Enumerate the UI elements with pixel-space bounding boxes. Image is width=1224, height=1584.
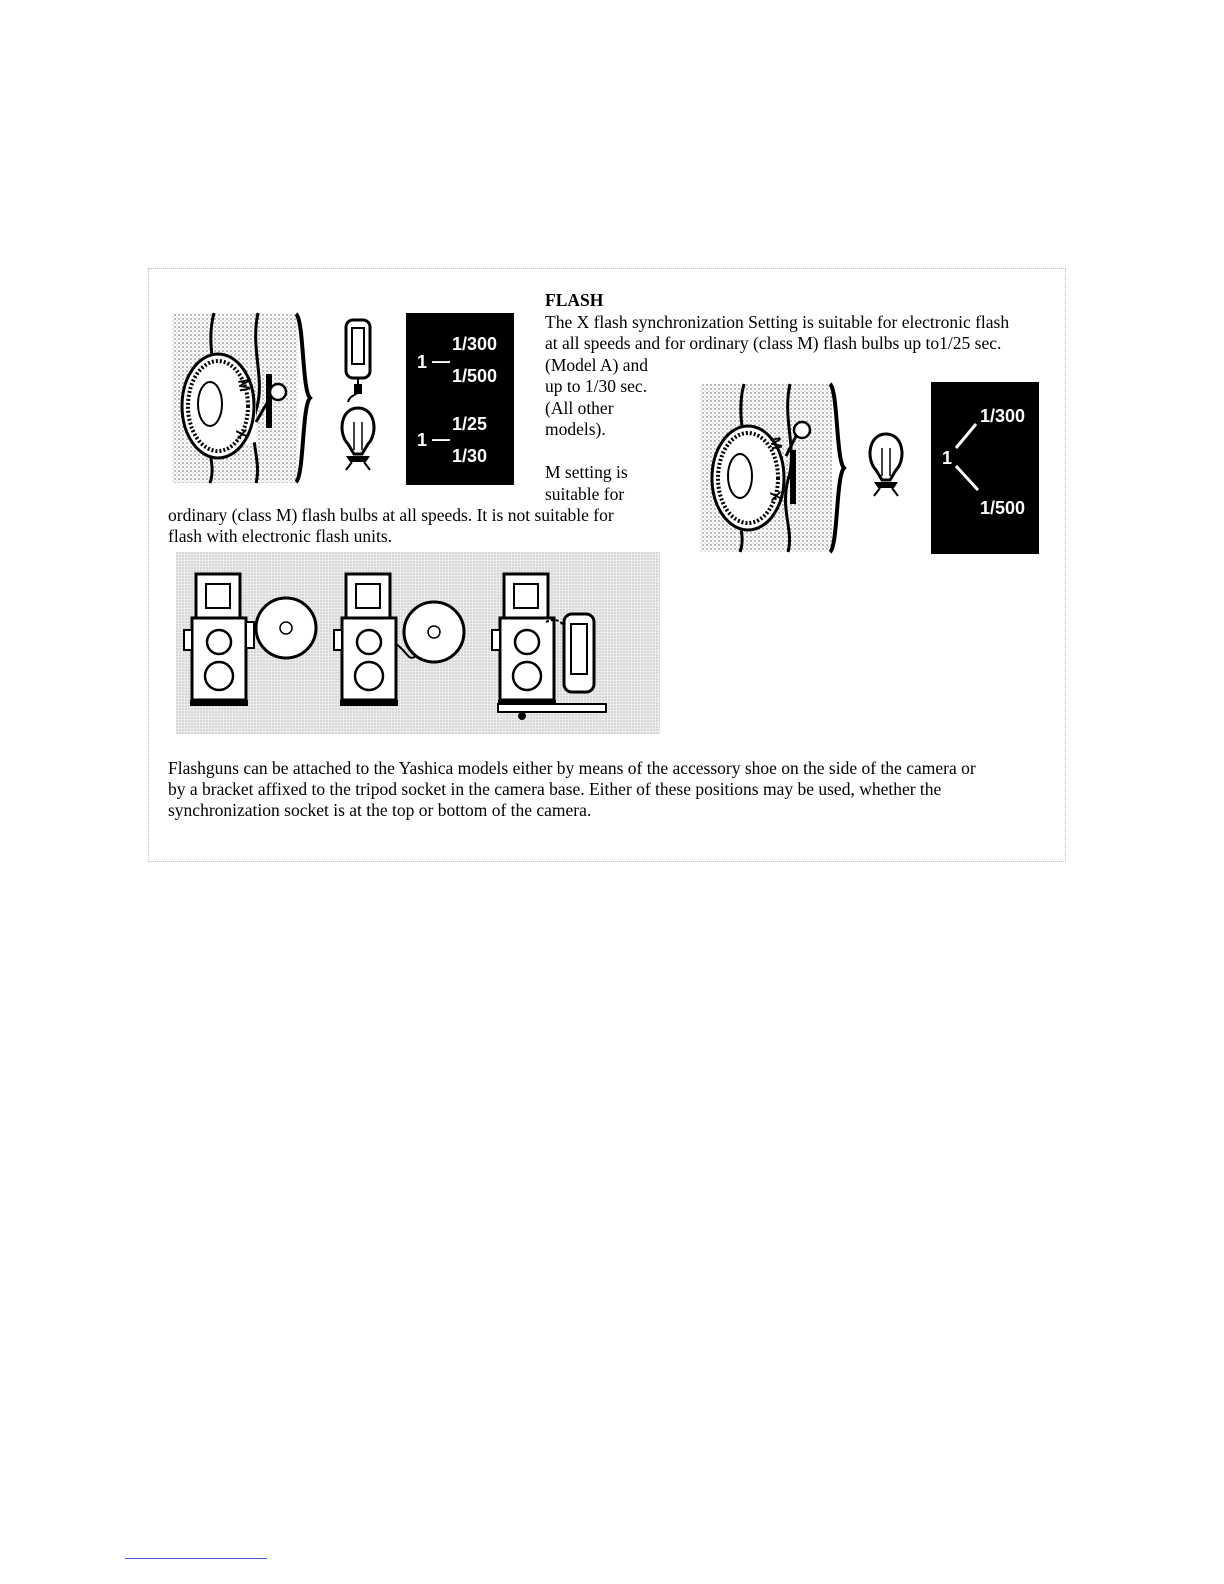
dial-letter-m: M [766,435,785,452]
speed-value-top: 1/25 [452,414,488,434]
m-setting-figure [698,380,1042,556]
para3-line: by a bracket affixed to the tripod socket in the camera base. Either of these positions may be used, whether the [168,779,942,799]
speed-lead: 1 [417,430,428,450]
dial-letter-x: X [232,427,251,441]
para3-line: synchronization socket is at the top or bottom of the camera. [168,800,592,820]
shutter-dial-illustration [172,313,310,483]
cameras-flashgun-figure [176,552,660,734]
para3-line: Flashguns can be attached to the Yashica models either by means of the accessory shoe on the side of the camera or [168,758,976,778]
flash-bulb-icon [342,408,374,470]
speed-value-bottom: 1/500 [980,498,1026,518]
flash-bulb-icon [870,434,902,496]
speed-lead: 1 [942,448,953,468]
para2-line: flash with electronic flash units. [168,526,393,546]
speed-panel-m [931,382,1039,554]
footnote-rule [125,1558,267,1559]
para1-line: up to 1/30 sec. [545,376,648,396]
speed-value-bottom: 1/30 [452,446,488,466]
x-setting-figure [170,310,516,488]
para1-line: models). [545,419,606,439]
speed-value-top: 1/300 [452,334,498,354]
speed-lead: 1 [417,352,428,372]
para1-line: (All other [545,398,614,418]
dial-letter-x: X [766,489,785,503]
para1-line: The X flash synchronization Setting is suitable for electronic flash [545,312,1010,332]
section-heading: FLASH [545,290,604,310]
para2-line: M setting is [545,462,628,482]
electronic-flash-icon [346,320,370,402]
para1-line: at all speeds and for ordinary (class M) flash bulbs up to1/25 sec. [545,333,1002,353]
para2-line: suitable for [545,484,625,504]
svg-text:—: — [432,429,450,449]
para2-line: ordinary (class M) flash bulbs at all speeds. It is not suitable for [168,505,614,525]
dial-letter-m: M [234,377,253,394]
speed-value-top: 1/300 [980,406,1026,426]
speed-panel-x [406,313,514,485]
shutter-dial-illustration [700,384,844,552]
svg-text:—: — [432,351,450,371]
para1-line: (Model A) and [545,355,649,375]
speed-value-bottom: 1/500 [452,366,498,386]
